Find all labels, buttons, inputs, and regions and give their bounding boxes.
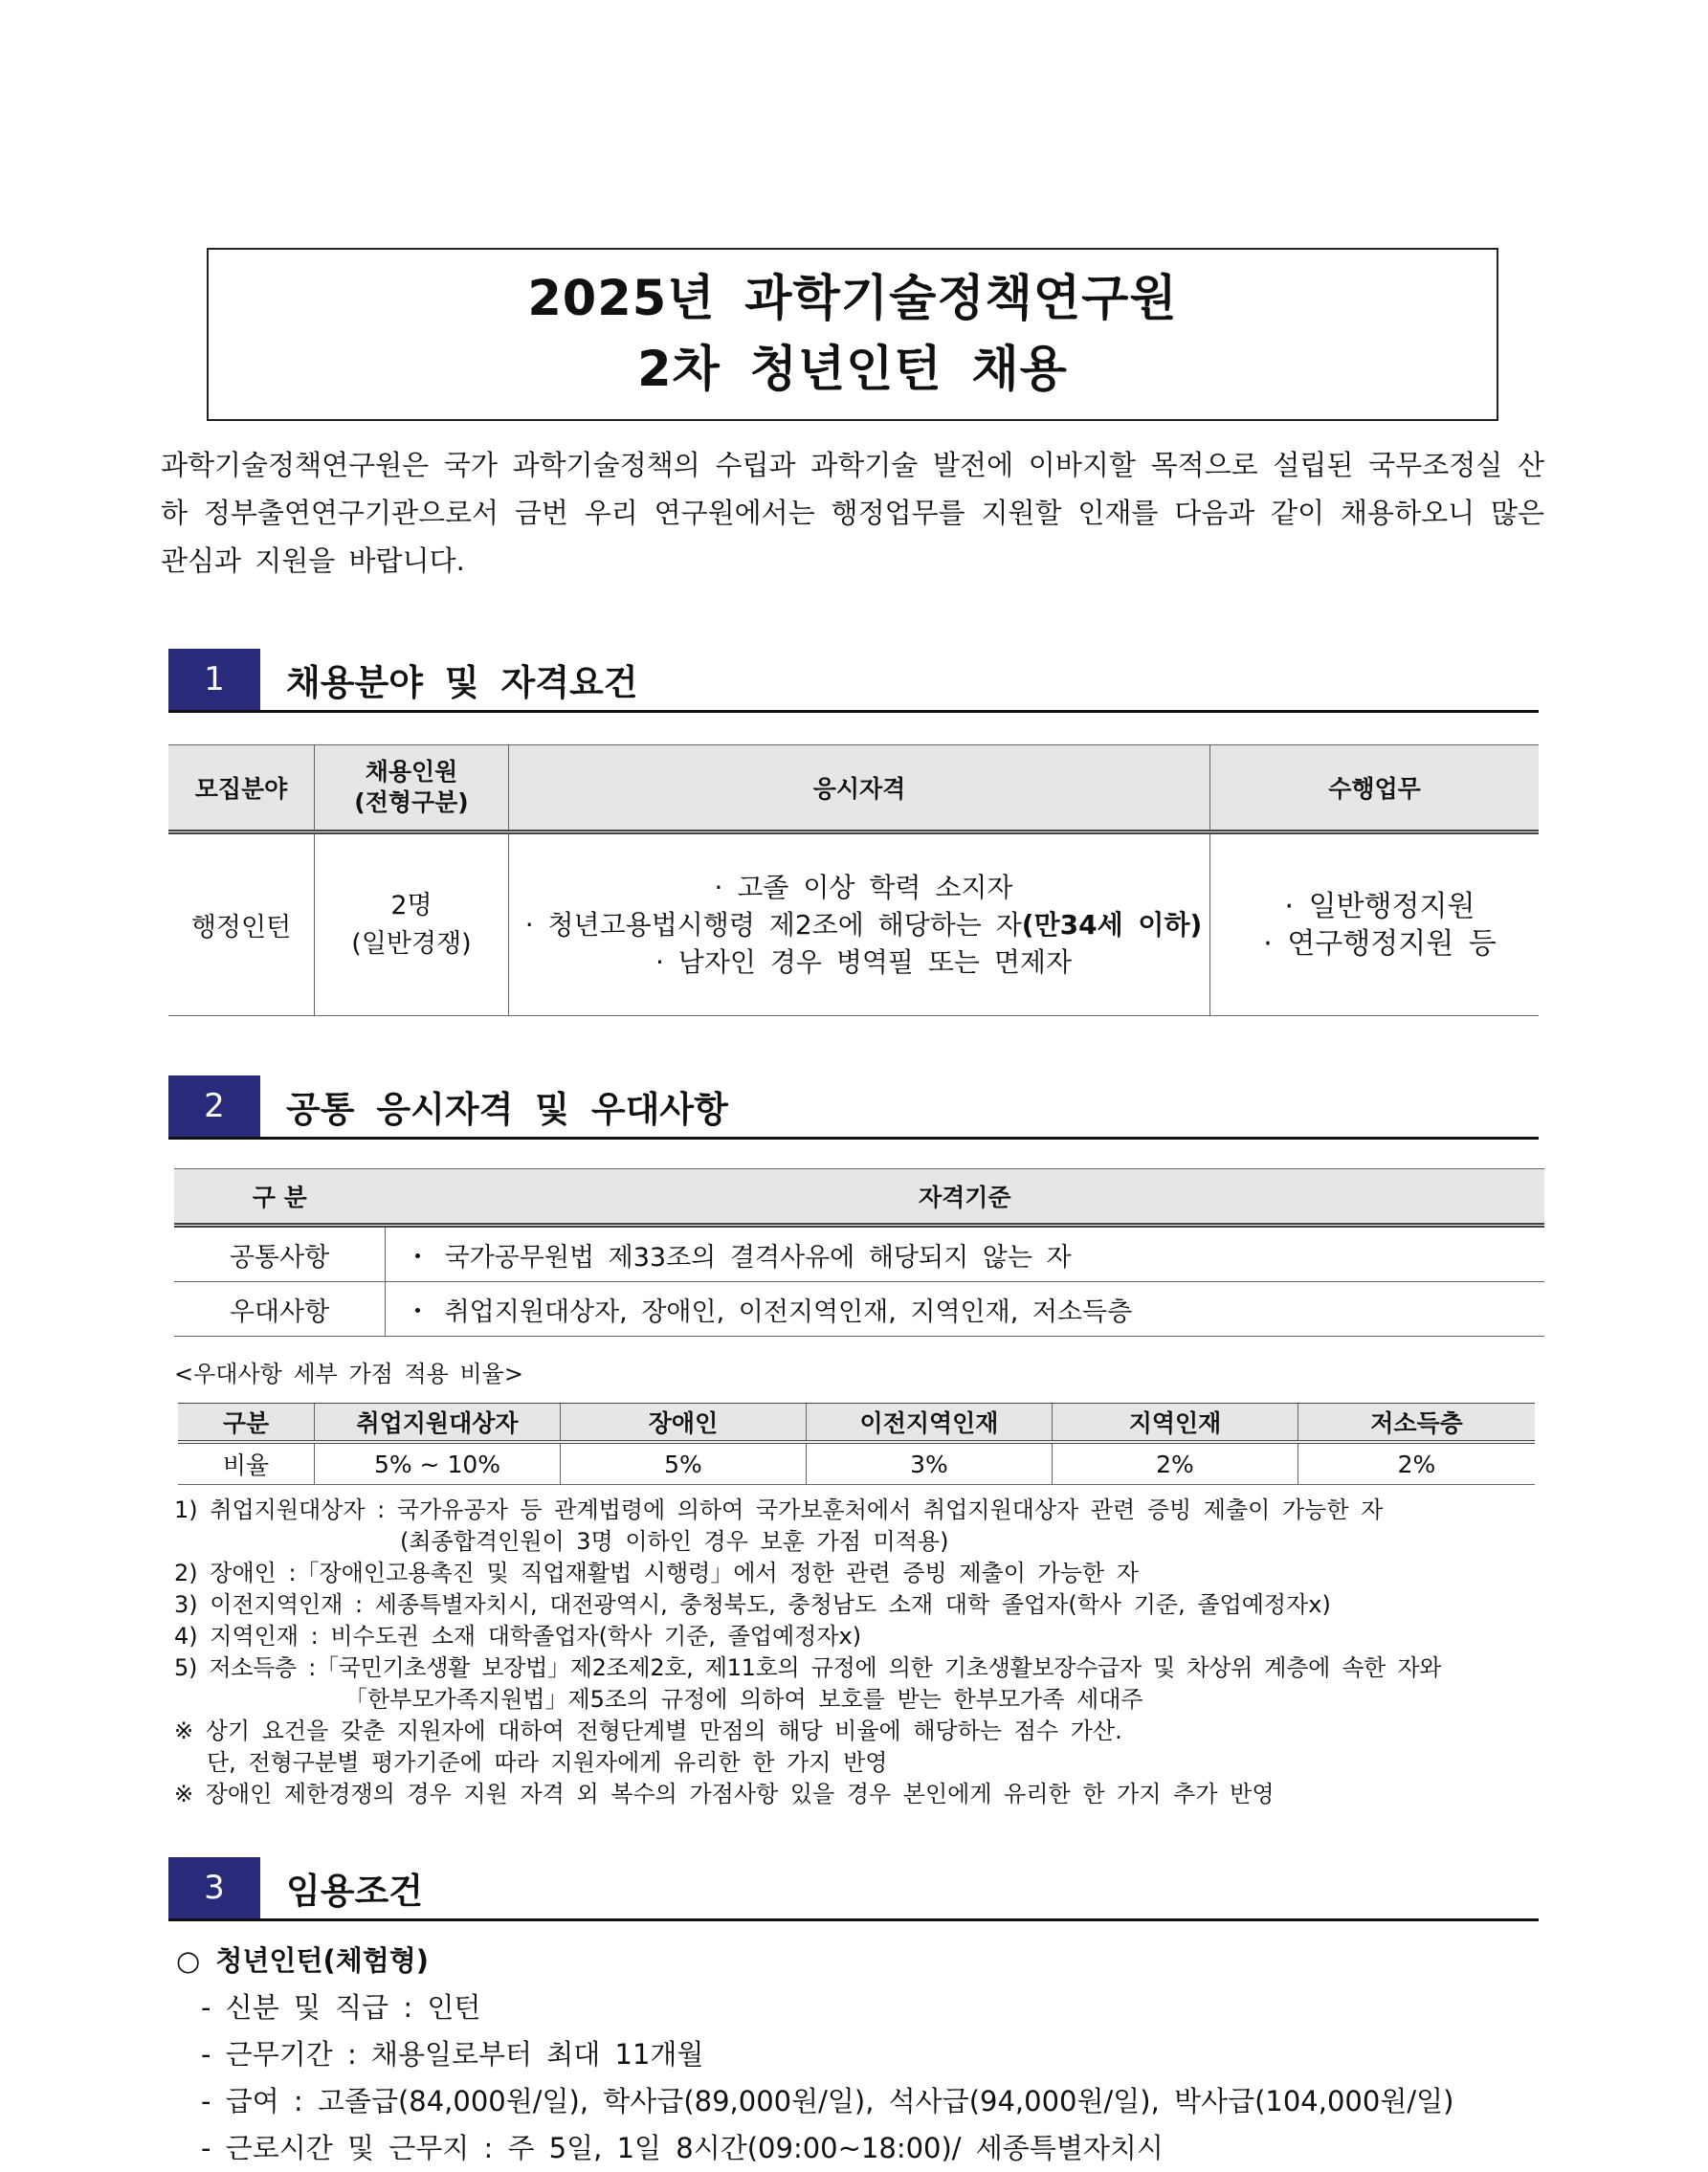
ratio-value: 5% <box>561 1442 807 1485</box>
title-box <box>207 248 1498 421</box>
section-2-title: 공통 응시자격 및 우대사항 <box>286 1089 728 1130</box>
section-3-header <box>168 1857 1539 1921</box>
condition-item: - 근무기간 : 채용일로부터 최대 11개월 <box>201 2038 704 2071</box>
ratio-header: 저소득층 <box>1298 1404 1536 1443</box>
note-line: 1) 취업지원대상자 : 국가유공자 등 관계법령에 의하여 국가보훈처에서 취업지원대상자 관련 증빙 제출이 가능한 자 <box>174 1496 1384 1523</box>
ratio-header: 취업지원대상자 <box>315 1404 561 1443</box>
ratio-header: 이전지역인재 <box>807 1404 1053 1443</box>
header-duty: 수행업무 <box>1210 745 1540 832</box>
section-3-title: 임용조건 <box>286 1871 423 1912</box>
intro-paragraph: 과학기술정책연구원은 국가 과학기술정책의 수립과 과학기술 발전에 이바지할 목적으로 설립된 국무조정실 산하 정부출연연구기관으로서 금번 우리 연구원에서는 행정업무를 지원할 인재를 다음과 같이 채용하오니 많은 관심과 지원을 바랍니다. <box>161 449 1544 577</box>
condition-item: - 신분 및 직급 : 인턴 <box>201 1991 481 2024</box>
header-criteria: 자격기준 <box>386 1169 1545 1226</box>
ratio-value: 5% ~ 10% <box>315 1442 561 1485</box>
note-line: 단, 전형구분별 평가기준에 따라 지원자에게 유리한 한 가지 반영 <box>207 1749 888 1776</box>
ratio-caption: <우대사항 세부 가점 적용 비율> <box>174 1361 523 1387</box>
note-line: 3) 이전지역인재 : 세종특별자치시, 대전광역시, 충청북도, 충청남도 소재 대학 졸업자(학사 기준, 졸업예정자x) <box>174 1591 1331 1618</box>
ratio-value: 2% <box>1298 1442 1536 1485</box>
ratio-header: 지역인재 <box>1053 1404 1298 1443</box>
section-2-header <box>168 1075 1539 1140</box>
section-1-number: 1 <box>168 649 260 710</box>
table-row <box>178 1442 1535 1485</box>
section-1-title: 채용분야 및 자격요건 <box>286 662 638 703</box>
employment-conditions <box>176 1938 1544 2172</box>
ratio-value: 2% <box>1053 1442 1298 1485</box>
header-qualification: 응시자격 <box>509 745 1210 832</box>
ratio-header: 구분 <box>178 1404 315 1443</box>
condition-item: - 근로시간 및 근무지 : 주 5일, 1일 8시간(09:00~18:00)/ 세종특별자치시 <box>201 2132 1164 2164</box>
section-2-number: 2 <box>168 1075 260 1137</box>
note-line: 2) 장애인 :「장애인고용촉진 및 직업재활법 시행령」에서 정한 관련 증빙 제출이 가능한 자 <box>174 1560 1139 1586</box>
qualification-cell: · 고졸 이상 학력 소지자 · 청년고용법시행령 제2조에 해당하는 자(만34세 이하) · 남자인 경우 병역필 또는 면제자 <box>509 832 1210 1016</box>
table-row <box>174 1226 1544 1282</box>
header-count: 채용인원 (전형구분) <box>315 745 509 832</box>
duty-cell: · 일반행정지원 · 연구행정지원 등 <box>1210 832 1540 1016</box>
row-label: 우대사항 <box>174 1282 386 1337</box>
ratio-table <box>178 1403 1535 1485</box>
title-line-2: 2차 청년인턴 채용 <box>637 341 1068 398</box>
conditions-heading: ○ 청년인턴(체험형) <box>176 1944 430 1977</box>
common-qualification-table <box>174 1168 1544 1337</box>
note-line: ※ 장애인 제한경쟁의 경우 지원 자격 외 복수의 가점사항 있을 경우 본인에게 유리한 한 가지 추가 반영 <box>174 1781 1275 1807</box>
note-line: ※ 상기 요건을 갖춘 지원자에 대하여 전형단계별 만점의 해당 비율에 해당하는 점수 가산. <box>174 1718 1122 1744</box>
condition-item: - 급여 : 고졸급(84,000원/일), 학사급(89,000원/일), 석사급(94,000원/일), 박사급(104,000원/일) <box>201 2085 1454 2117</box>
header-category: 구 분 <box>174 1169 386 1226</box>
table-row <box>174 1282 1544 1337</box>
preference-notes <box>174 1495 1548 1810</box>
note-line: 「한부모가족지원법」제5조의 규정에 의하여 보호를 받는 한부모가족 세대주 <box>344 1686 1143 1713</box>
table-row <box>168 832 1539 1016</box>
note-line: 5) 저소득층 :「국민기초생활 보장법」제2조제2호, 제11호의 규정에 의한 기초생활보장수급자 및 차상위 계층에 속한 자와 <box>174 1654 1442 1681</box>
section-1-header <box>168 649 1539 713</box>
row-value: ・ 국가공무원법 제33조의 결격사유에 해당되지 않는 자 <box>386 1226 1545 1282</box>
section-3-number: 3 <box>168 1857 260 1918</box>
recruitment-table <box>168 744 1539 1016</box>
row-label: 공통사항 <box>174 1226 386 1282</box>
title-line-1: 2025년 과학기술정책연구원 <box>527 270 1178 327</box>
ratio-value: 비율 <box>178 1442 315 1485</box>
field-cell: 행정인턴 <box>168 832 315 1016</box>
note-line: 4) 지역인재 : 비수도권 소재 대학졸업자(학사 기준, 졸업예정자x) <box>174 1623 862 1650</box>
row-value: ・ 취업지원대상자, 장애인, 이전지역인재, 지역인재, 저소득층 <box>386 1282 1545 1337</box>
ratio-header: 장애인 <box>561 1404 807 1443</box>
ratio-value: 3% <box>807 1442 1053 1485</box>
count-cell: 2명 (일반경쟁) <box>315 832 509 1016</box>
header-field: 모집분야 <box>168 745 315 832</box>
note-line: (최종합격인원이 3명 이하인 경우 보훈 가점 미적용) <box>400 1528 949 1555</box>
